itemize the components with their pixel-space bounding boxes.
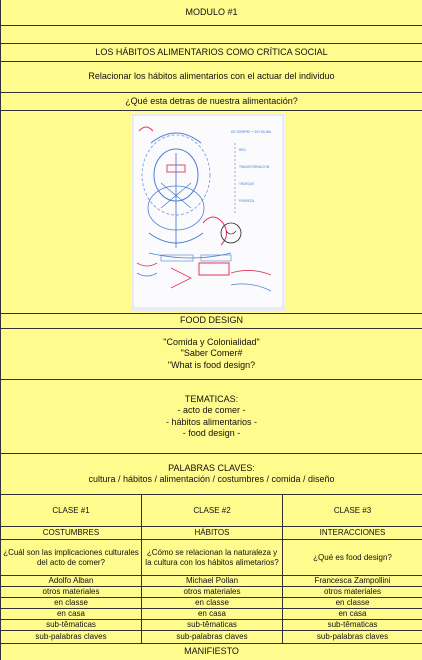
class-3-at-home: en casa [338, 609, 367, 619]
tematica-1: - acto de comer - [177, 405, 246, 416]
class-2-question: ¿Cómo se relacionan la naturaleza y la cultura con los hábitos alimetarios? [142, 540, 283, 575]
class-1-author: Adolfo Alban [1, 576, 142, 586]
class-1-keywords: sub-palabras claves [1, 631, 142, 643]
class-questions-row [1, 540, 422, 576]
tematica-3: - food design - [182, 427, 241, 438]
class-3-theme: INTERACCIONES [319, 528, 386, 538]
class-inclass-row [1, 598, 422, 609]
tematica-2: - hábitos alimentarios - [165, 416, 258, 427]
class-2-subtopics: sub-têmaticas [142, 620, 283, 630]
tematicas-row [1, 380, 422, 454]
class-3-subtopics: sub-têmaticas [327, 620, 378, 630]
objective-row [1, 62, 422, 93]
module-title: MODULO #1 [185, 6, 238, 17]
class-3-keywords: sub-palabras claves [316, 632, 389, 642]
class-themes-row [1, 527, 422, 540]
tematicas-title: TEMATICAS: [184, 394, 239, 404]
class-3-materials: otros materiales [324, 587, 381, 597]
class-1-name: CLASE #1 [1, 495, 142, 526]
class-3-author: Francesca Zampollini [314, 576, 391, 586]
concept-map-sketch [131, 113, 285, 311]
food-design-title-row [1, 314, 422, 329]
objective-text: Relacionar los hábitos alimentarios con el actuar del individuo [88, 71, 335, 82]
class-3-in-class: en classe [335, 598, 370, 608]
class-2-author: Michael Pollan [142, 576, 283, 586]
class-2-keywords: sub-palabras claves [142, 631, 283, 643]
svg-text:DE SIEMPRE • SIN FAUNA: DE SIEMPRE • SIN FAUNA [231, 130, 272, 134]
class-1-question: ¿Cuál son las implicaciones culturales del acto de comer? [1, 540, 142, 575]
topic-title: LOS HÁBITOS ALIMENTARIOS COMO CRÍTICA SOCIAL [95, 46, 328, 57]
sketch-label-red: RED [239, 148, 246, 152]
sketch-image [131, 113, 285, 311]
sketch-label-trueque: TRUEQUE [239, 182, 255, 186]
palabras-claves-title: PALABRAS CLAVES: [168, 462, 255, 473]
food-design-readings-row [1, 329, 422, 380]
class-names-row [1, 495, 422, 527]
palabras-claves-text: cultura / hábitos / alimentación / costumbres / comida / diseño [88, 474, 335, 484]
class-3-name: CLASE #3 [333, 505, 372, 515]
manifiesto-title: MANIFIESTO [184, 646, 239, 657]
class-2-theme: HÁBITOS [142, 527, 283, 539]
class-1-at-home: en casa [1, 609, 142, 619]
reading-2: "Saber Comer# [180, 348, 243, 359]
class-keywords-row [1, 631, 422, 644]
class-2-materials: otros materiales [142, 587, 283, 597]
class-1-theme: COSTUMBRES [1, 527, 142, 539]
class-1-in-class: en classe [1, 598, 142, 608]
class-2-name: CLASE #2 [142, 495, 283, 526]
question-row [1, 93, 422, 111]
manifiesto-row [1, 644, 422, 660]
class-subtopics-row [1, 620, 422, 631]
class-materials-row [1, 587, 422, 598]
topic-row [1, 44, 422, 62]
palabras-claves-row [1, 454, 422, 495]
empty-row [1, 26, 422, 44]
reading-1: "Comida y Colonialidad" [163, 337, 260, 348]
sketch-label-pobreza: POBREZA [239, 199, 255, 203]
class-athome-row [1, 609, 422, 620]
class-1-subtopics: sub-têmaticas [1, 620, 142, 630]
class-1-materials: otros materiales [1, 587, 142, 597]
main-question: ¿Qué esta detras de nuestra alimentación? [125, 95, 298, 106]
sketch-label-transformacion: TRANSFORMACIÓN [239, 165, 270, 169]
reading-3: "What is food design? [167, 359, 256, 370]
class-2-at-home: en casa [142, 609, 283, 619]
class-3-question: ¿Qué es food design? [313, 552, 392, 562]
food-design-title: FOOD DESIGN [179, 315, 243, 326]
module-title-row [1, 0, 422, 26]
class-2-in-class: en classe [142, 598, 283, 608]
class-authors-row [1, 576, 422, 587]
